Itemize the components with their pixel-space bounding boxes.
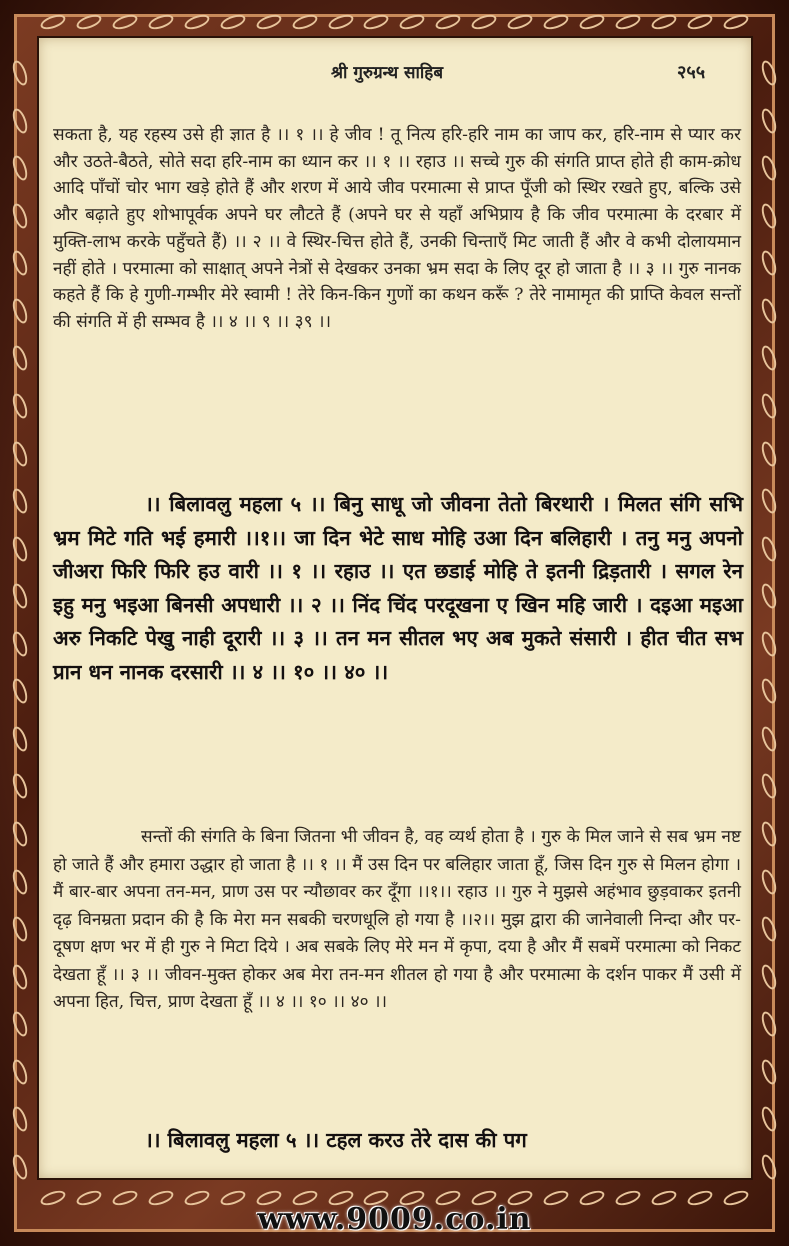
commentary-paragraph-1: सकता है, यह रहस्य उसे ही ज्ञात है ।। १ ।। हे जीव ! तू नित्य हरि-हरि नाम का जाप कर, हरि-नाम से प्यार कर और उठते-बैठते, सोते सदा हरि-नाम का ध्यान कर ।। १ ।। रहाउ ।। सच्चे गुरु की संगति प्राप्त होते ही काम-क्रोध आदि पाँचों चोर भाग खड़े होते हैं और शरण में आये जीव परमात्मा से प्राप्त पूँजी को स्थिर रखते हुए, बल्कि उसे और बढ़ाते हुए शोभापूर्वक अपने घर लौटते हैं (अपने घर से यहाँ अभिप्राय है कि जीव परमात्मा के दरबार में मुक्ति-लाभ करके पहुँचते हैं) ।। २ ।। वे स्थिर-चित्त होते हैं, उनकी चिन्ताएँ मिट जाती हैं और वे कभी दोलायमान नहीं होते । परमात्मा को साक्षात् अपने नेत्रों से देखकर उनका भ्रम सदा के लिए दूर हो जाता है ।। ३ ।। गुरु नानक कहते हैं कि हे गुणी-गम्भीर मेरे स्वामी ! तेरे किन-किन गुणों का कथन करूँ ? तेरे नामामृत की प्राप्ति केवल सन्तों की संगति में ही सम्भव है ।। ४ ।। ९ ।। ३९ ।। [53, 125, 741, 332]
frame-ornament-right [759, 60, 779, 1180]
verse-paragraph-1: ।। बिलावलु महला ५ ।। बिनु साधू जो जीवना तेतो बिरथारी । मिलत संगि सभि भ्रम मिटे गति भई हमारी ।।१।। जा दिन भेटे साध मोहि उआ दिन बलिहारी । तनु मनु अपनो जीअरा फिरि फिरि हउ वारी ।। १ ।। रहाउ ।। एत छडाई मोहि ते इतनी द्रिड़तारी । सगल रेन इहु मनु भइआ बिनसी अपधारी ।। २ ।। निंद चिंद परदूखना ए खिन महि जारी । दइआ मइआ अरु निकटि पेखु नाही दूरारी ।। ३ ।। तन मन सीतल भए अब मुकते संसारी । हीत चीत सभ प्रान धन नानक दरसारी ।। ४ ।। १० ।। ४० ।। [53, 492, 743, 684]
frame-ornament-top [40, 12, 749, 32]
frame-ornament-left [10, 60, 30, 1180]
page-number: २५५ [677, 62, 706, 83]
website-url: www.9009.co.in [257, 1202, 532, 1237]
verse-paragraph-2: ।। बिलावलु महला ५ ।। टहल करउ तेरे दास की पग [145, 1128, 527, 1152]
page-header [39, 60, 751, 90]
page-footer [0, 1202, 789, 1246]
commentary-paragraph-2: सन्तों की संगति के बिना जितना भी जीवन है, वह व्यर्थ होता है । गुरु के मिल जाने से सब भ्रम नष्ट हो जाते हैं और हमारा उद्धार हो जाता है ।। १ ।। मैं उस दिन पर बलिहार जाता हूँ, जिस दिन गुरु से मिलन होगा । मैं बार-बार अपना तन-मन, प्राण उस पर न्यौछावर कर दूँगा ।।१।। रहाउ ।। गुरु ने मुझसे अहंभाव छुड़वाकर इतनी दृढ़ विनम्रता प्रदान की है कि मेरा मन सबकी चरणधूलि हो गया है ।।२।। मुझ द्वारा की जानेवाली निन्दा और पर-दूषण क्षण भर में ही गुरु ने मिटा दिये । अब सबके लिए मेरे मन में कृपा, दया है और मैं सबमें परमात्मा को निकट देखता हूँ ।। ३ ।। जीवन-मुक्त होकर अब मेरा तन-मन शीतल हो गया है और परमात्मा के दर्शन पाकर मैं उसी में अपना हित, चित्त, प्राण देखता हूँ ।। ४ ।। १० ।। ४० ।। [53, 827, 741, 1012]
scripture-page [37, 36, 753, 1180]
page-title: श्री गुरुग्रन्थ साहिब [331, 63, 444, 83]
